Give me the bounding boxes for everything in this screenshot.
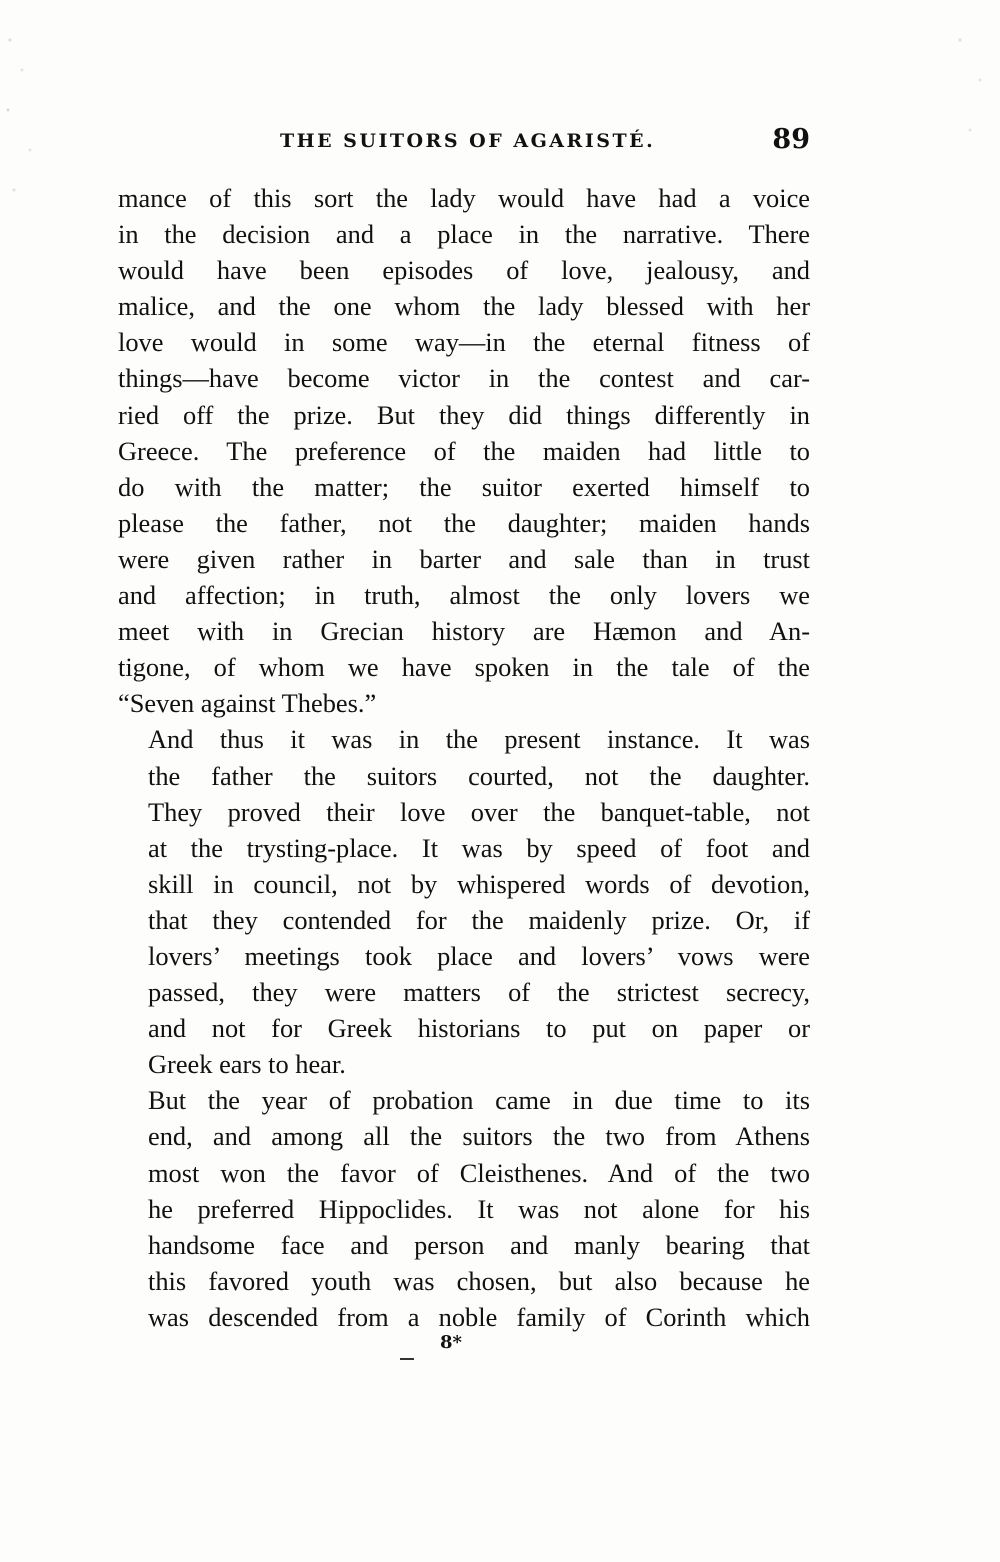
text-line: he preferred Hippoclides. It was not alone for his [148, 1193, 810, 1224]
text-line: please the father, not the daughter; maiden hands [118, 507, 810, 538]
text-line: And thus it was in the present instance. It was [148, 724, 810, 755]
text-line: malice, and the one whom the lady blessed with her [118, 291, 810, 322]
text-line: love would in some way—in the eternal fitness of [118, 327, 810, 358]
text-line: handsome face and person and manly bearing that [148, 1229, 810, 1260]
text-line: end, and among all the suitors the two from Athens [148, 1121, 810, 1152]
text-line: passed, they were matters of the strictest secrecy, [148, 977, 810, 1008]
text-line: this favored youth was chosen, but also because he [148, 1265, 810, 1296]
text-line: and affection; in truth, almost the only lovers we [118, 580, 810, 611]
text-line: Greek ears to hear. [148, 1049, 346, 1080]
paragraph-3 [118, 1082, 810, 1335]
text-line: skill in council, not by whispered words of devotion, [148, 868, 810, 899]
text-line: and not for Greek historians to put on paper or [148, 1013, 810, 1044]
running-head: THE SUITORS OF AGARISTÉ. [280, 130, 656, 152]
paper-speckle-right [930, 20, 1000, 180]
printer-dash [400, 1358, 414, 1360]
page-number: 89 [772, 124, 810, 155]
paragraph-1 [118, 180, 810, 721]
text-line: would have been episodes of love, jealousy, and [118, 255, 810, 286]
text-line: meet with in Grecian history are Hæmon and An- [118, 616, 810, 647]
text-line: Greece. The preference of the maiden had little to [118, 435, 810, 466]
text-line: do with the matter; the suitor exerted himself to [118, 471, 810, 502]
text-line: ried off the prize. But they did things differently in [118, 399, 810, 430]
text-line: mance of this sort the lady would have had a voice [118, 183, 810, 213]
page-header [118, 126, 810, 166]
body-text [118, 180, 810, 1335]
text-line: that they contended for the maidenly prize. Or, if [148, 904, 810, 935]
text-line: at the trysting-place. It was by speed of foot and [148, 832, 810, 863]
text-line: were given rather in barter and sale than in trust [118, 543, 810, 574]
text-line: in the decision and a place in the narrative. There [118, 219, 810, 250]
text-line: things—have become victor in the contest and car- [118, 363, 810, 394]
text-line: But the year of probation came in due time to its [148, 1085, 810, 1116]
text-line: They proved their love over the banquet-table, not [148, 796, 810, 827]
paragraph-2 [118, 721, 810, 1082]
text-line: tigone, of whom we have spoken in the tale of the [118, 652, 810, 683]
text-line: the father the suitors courted, not the daughter. [148, 760, 810, 791]
text-line: lovers’ meetings took place and lovers’ vows were [148, 940, 810, 971]
signature-mark: 8* [440, 1332, 462, 1353]
text-line: most won the favor of Cleisthenes. And of the two [148, 1157, 810, 1188]
text-line: “Seven against Thebes.” [118, 688, 377, 719]
paper-speckle-left [0, 0, 50, 230]
text-line: was descended from a noble family of Corinth which [148, 1301, 810, 1332]
